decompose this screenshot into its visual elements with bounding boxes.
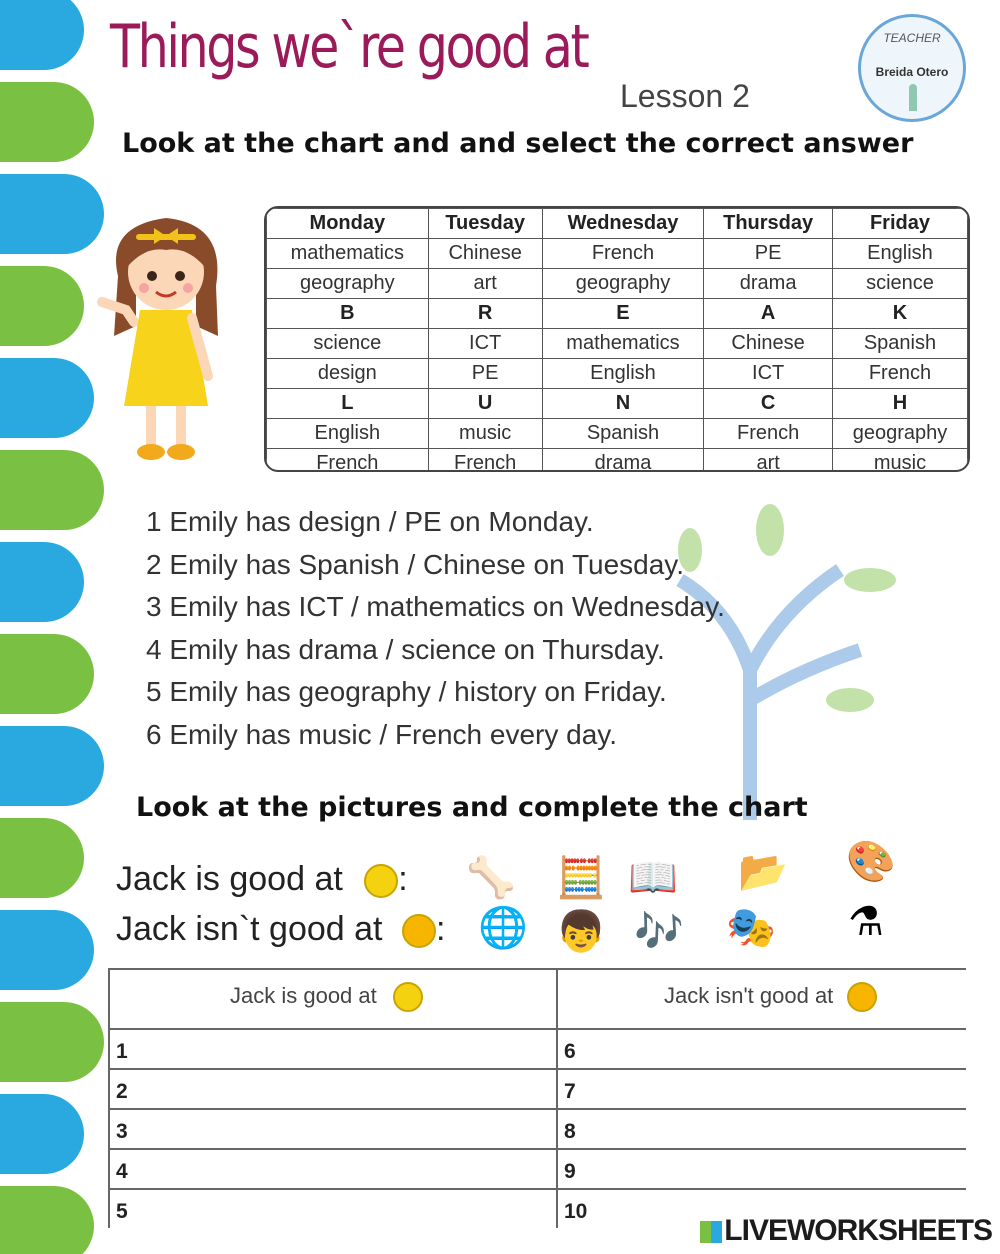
sad-face-icon: [847, 982, 877, 1012]
timetable-cell: N: [542, 389, 704, 419]
sad-face-icon: [402, 914, 436, 948]
timetable-cell: E: [542, 299, 704, 329]
row-number-7: 7: [564, 1080, 576, 1103]
timetable-cell: French: [428, 449, 542, 473]
sentence-6[interactable]: 6 Emily has music / French every day.: [146, 719, 617, 750]
timetable-cell: English: [832, 239, 967, 269]
answer-cell-8[interactable]: [594, 1110, 964, 1146]
brush-stroke: [0, 634, 94, 714]
answer-cell-1[interactable]: [138, 1030, 548, 1066]
timetable-cell: ICT: [428, 329, 542, 359]
row-number-4: 4: [116, 1160, 128, 1183]
jack-bad-colon: :: [435, 910, 446, 948]
teacher-logo: [858, 14, 966, 122]
brush-stroke: [0, 726, 104, 806]
sentence-4[interactable]: 4 Emily has drama / science on Thursday.: [146, 634, 665, 665]
jack-bad-label: [116, 910, 445, 949]
section1-heading: Look at the chart and and select the correct answer: [122, 128, 914, 159]
timetable-header-thursday: Thursday: [704, 209, 833, 239]
timetable-cell: drama: [542, 449, 704, 473]
timetable-cell: PE: [704, 239, 833, 269]
brush-stroke: [0, 450, 104, 530]
logo-teacher-text: TEACHER: [883, 31, 941, 45]
brush-stroke: [0, 0, 84, 70]
timetable-cell: A: [704, 299, 833, 329]
brush-decoration: [0, 0, 110, 1254]
timetable-cell: R: [428, 299, 542, 329]
timetable-row: [267, 299, 968, 329]
page-title: Things we`re good at: [110, 12, 588, 82]
answer-cell-3[interactable]: [138, 1110, 548, 1146]
timetable-row: [267, 449, 968, 473]
section2-heading: Look at the pictures and complete the chart: [136, 792, 808, 823]
sentence-3[interactable]: 3 Emily has ICT / mathematics on Wednesday.: [146, 591, 725, 622]
timetable-row: [267, 389, 968, 419]
brush-stroke: [0, 1094, 84, 1174]
brush-stroke: [0, 82, 94, 162]
row-number-1: 1: [116, 1040, 128, 1063]
answer-cell-7[interactable]: [594, 1070, 964, 1106]
timetable-cell: PE: [428, 359, 542, 389]
timetable-header-tuesday: Tuesday: [428, 209, 542, 239]
statue-icon: [899, 83, 927, 113]
brush-stroke: [0, 542, 84, 622]
timetable-cell: Spanish: [542, 419, 704, 449]
lesson-label: Lesson 2: [620, 78, 750, 114]
timetable-cell: ICT: [704, 359, 833, 389]
watermark-text: LIVEWORKSHEETS: [724, 1214, 992, 1247]
student-reading-icon: 📖: [628, 856, 678, 900]
timetable-row: [267, 359, 968, 389]
theatre-masks-icon: 🎭: [726, 906, 776, 950]
timetable-cell: art: [704, 449, 833, 473]
timetable-cell: science: [832, 269, 967, 299]
timetable-header-friday: Friday: [832, 209, 967, 239]
girl-illustration: [96, 206, 236, 468]
happy-face-icon: [364, 864, 398, 898]
row-number-9: 9: [564, 1160, 576, 1183]
timetable-cell: science: [267, 329, 429, 359]
timetable-row: [267, 269, 968, 299]
timetable-cell: geography: [542, 269, 704, 299]
calculator-icon: 🧮: [556, 856, 606, 900]
timetable-row: [267, 239, 968, 269]
paint-palette-icon: 🎨: [846, 840, 896, 884]
answer-cell-9[interactable]: [594, 1150, 964, 1186]
row-number-3: 3: [116, 1120, 128, 1143]
timetable-cell: H: [832, 389, 967, 419]
sentence-2[interactable]: 2 Emily has Spanish / Chinese on Tuesday.: [146, 549, 685, 580]
music-notes-icon: 🎶: [634, 910, 684, 954]
timetable-cell: French: [704, 419, 833, 449]
brush-stroke: [0, 358, 94, 438]
timetable-cell: K: [832, 299, 967, 329]
answer-cell-4[interactable]: [138, 1150, 548, 1186]
row-number-2: 2: [116, 1080, 128, 1103]
timetable-cell: drama: [704, 269, 833, 299]
good-column-header: [230, 982, 423, 1012]
row-number-10: 10: [564, 1200, 588, 1223]
sentence-1[interactable]: 1 Emily has design / PE on Monday.: [146, 506, 594, 537]
timetable-cell: music: [832, 449, 967, 473]
jack-bad-text: Jack isn`t good at: [116, 910, 383, 948]
sentence-5[interactable]: 5 Emily has geography / history on Friday.: [146, 676, 667, 707]
bad-header-text: Jack isn't good at: [664, 982, 834, 1008]
timetable-cell: B: [267, 299, 429, 329]
timetable-cell: geography: [832, 419, 967, 449]
timetable-cell: mathematics: [542, 329, 704, 359]
liveworksheets-watermark[interactable]: [700, 1214, 992, 1248]
timetable-cell: mathematics: [267, 239, 429, 269]
row-number-6: 6: [564, 1040, 576, 1063]
answer-chart: [108, 968, 966, 1228]
timetable-cell: L: [267, 389, 429, 419]
timetable-row: [267, 419, 968, 449]
jack-good-label: [116, 860, 408, 899]
jack-good-colon: :: [398, 860, 408, 898]
lab-flasks-icon: ⚗: [848, 900, 884, 944]
liveworksheets-logo-icon: [700, 1221, 722, 1243]
timetable-cell: English: [267, 419, 429, 449]
dinosaur-fossil-icon: 🦴: [466, 856, 516, 900]
timetable-cell: C: [704, 389, 833, 419]
timetable-cell: French: [542, 239, 704, 269]
timetable-cell: geography: [267, 269, 429, 299]
timetable-cell: design: [267, 359, 429, 389]
timetable-cell: French: [267, 449, 429, 473]
brush-stroke: [0, 910, 94, 990]
timetable-cell: English: [542, 359, 704, 389]
french-boy-icon: 👦: [556, 910, 606, 954]
good-header-text: Jack is good at: [230, 982, 377, 1008]
jack-good-text: Jack is good at: [116, 860, 343, 898]
timetable-cell: art: [428, 269, 542, 299]
timetable-cell: U: [428, 389, 542, 419]
answer-cell-5[interactable]: [138, 1190, 548, 1226]
timetable-cell: Chinese: [704, 329, 833, 359]
brush-stroke: [0, 174, 104, 254]
bad-column-header: [664, 982, 877, 1012]
timetable-header-monday: Monday: [267, 209, 429, 239]
happy-face-icon: [393, 982, 423, 1012]
timetable: [264, 206, 970, 472]
brush-stroke: [0, 266, 84, 346]
answer-cell-2[interactable]: [138, 1070, 548, 1106]
timetable-cell: French: [832, 359, 967, 389]
brush-stroke: [0, 1186, 94, 1254]
timetable-row: [267, 329, 968, 359]
brush-stroke: [0, 818, 84, 898]
logo-name-text: Breida Otero: [875, 65, 949, 79]
timetable-cell: music: [428, 419, 542, 449]
row-number-5: 5: [116, 1200, 128, 1223]
globe-icon: 🌐: [478, 906, 528, 950]
timetable-header-wednesday: Wednesday: [542, 209, 704, 239]
folder-icon: 📂: [738, 850, 788, 894]
timetable-cell: Chinese: [428, 239, 542, 269]
timetable-cell: Spanish: [832, 329, 967, 359]
brush-stroke: [0, 1002, 104, 1082]
answer-cell-6[interactable]: [594, 1030, 964, 1066]
row-number-8: 8: [564, 1120, 576, 1143]
